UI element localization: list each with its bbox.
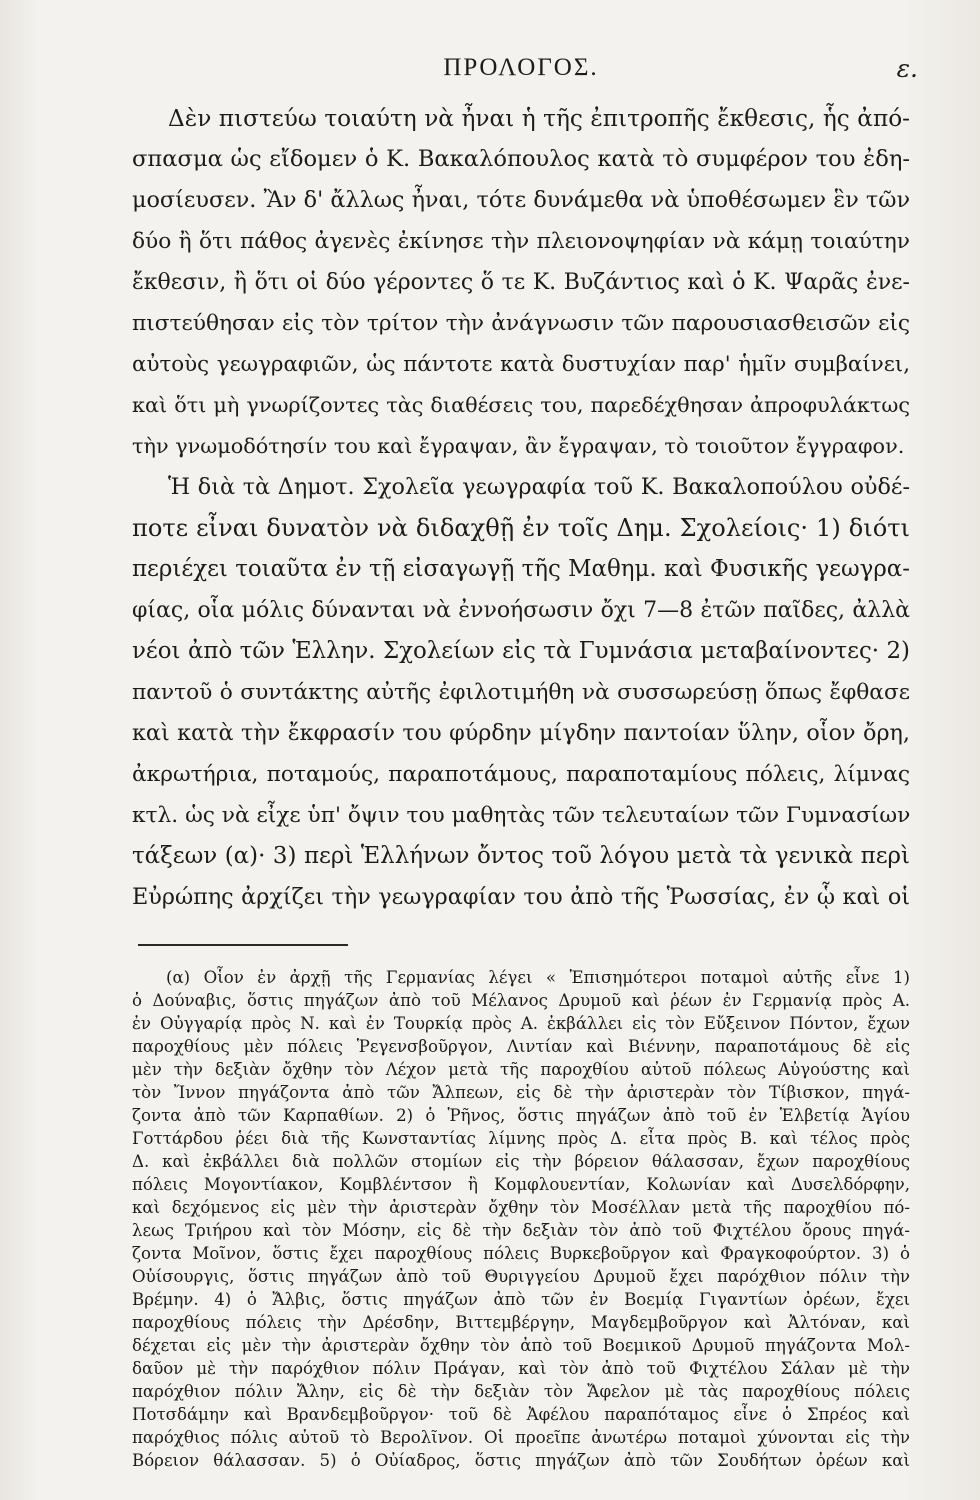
text-line: κτλ. ὡς νὰ εἶχε ὑπ' ὄψιν του μαθητὰς τῶν τελευταίων τῶν Γυμνασίων xyxy=(132,803,911,828)
footnote-line: παροχθίους μὲν πόλεις Ῥεγενσβοῦργον, Λιντίαν καὶ Βιέννην, παραποτάμους δὲ εἰς xyxy=(132,1037,910,1056)
text-line: Ἡ διὰ τὰ Δημοτ. Σχολεῖα γεωγραφία τοῦ Κ. Βακαλοπούλου οὐδέ- xyxy=(168,474,910,500)
page-header xyxy=(132,48,918,98)
text-line: δύο ἢ ὅτι πάθος ἀγενὲς ἐκίνησε τὴν πλειονοψηφίαν νὰ κάμῃ τοιαύτην xyxy=(132,229,910,254)
footnote-line: δαῦον μὲ τὴν παρόχθιον πόλιν Πράγαν, καὶ τὸν ἀπὸ τοῦ Φιχτέλου Σάλαν μὲ τὴν xyxy=(132,1359,910,1378)
text-line: ἀκρωτήρια, ποταμούς, παραποτάμους, παραποταμίους πόλεις, λίμνας xyxy=(132,762,910,787)
footnote-line: ἐν Οὐγγαρίᾳ πρὸς Ν. καὶ ἐν Τουρκίᾳ πρὸς Α. ἐκβάλλει εἰς τὸν Εὔξεινον Πόντον, ἔχων xyxy=(132,1014,910,1033)
text-line: τάξεων (α)· 3) περὶ Ἑλλήνων ὄντος τοῦ λόγου μετὰ τὰ γενικὰ περὶ xyxy=(132,843,910,869)
text-line: μοσίευσεν. Ἂν δ' ἄλλως ἦναι, τότε δυνάμεθα νὰ ὑποθέσωμεν ἓν τῶν xyxy=(132,187,910,213)
footnote-line: Οὐίσουργις, ὅστις πηγάζων ἀπὸ τοῦ Θυριγγείου Δρυμοῦ ἔχει παρόχθιον πόλιν τὴν xyxy=(132,1267,910,1286)
footnote-line: δέχεται εἰς μὲν τὴν ἀριστερὰν ὄχθην τὸν ἀπὸ τοῦ Βοεμικοῦ Δρυμοῦ πηγάζοντα Μολ- xyxy=(132,1336,910,1355)
footnote-line: μὲν τὴν δεξιὰν ὄχθην τὸν Λέχον μετὰ τῆς παροχθίου αὐτοῦ πόλεως Αὐγούστης καὶ xyxy=(132,1060,910,1079)
footnote-line: παροχθίους πόλεις τὴν Δρέσδην, Βιττεμβέργην, Μαγδεμβοῦργον καὶ Ἀλτόναν, καὶ xyxy=(132,1313,910,1332)
footnote-line: παρόχθιον πόλιν Ἄλην, εἰς δὲ τὴν δεξιὰν τὸν Ἄφελον μὲ τὰς παροχθίους πόλεις xyxy=(132,1382,910,1401)
text-line: νέοι ἀπὸ τῶν Ἑλλην. Σχολείων εἰς τὰ Γυμνάσια μεταβαίνοντες· 2) xyxy=(132,638,910,664)
text-line: φίας, οἷα μόλις δύνανται νὰ ἐννοήσωσιν ὄχι 7—8 ἐτῶν παῖδες, ἀλλὰ xyxy=(132,598,910,623)
footnote-line: παρόχθιος πόλις αὐτοῦ τὸ Βερολῖνον. Οἱ προεῖπε ἀνωτέρω ποταμοὶ χύνονται εἰς τὴν xyxy=(132,1428,910,1447)
text-line: Δὲν πιστεύω τοιαύτη νὰ ἦναι ἡ τῆς ἐπιτροπῆς ἔκθεσις, ἧς ἀπό- xyxy=(168,105,910,132)
page-number: ε. xyxy=(896,54,918,83)
footnote-line: Βρέμην. 4) ὁ Ἄλβις, ὅστις πηγάζων ἀπὸ τῶν ἐν Βοεμίᾳ Γιγαντίων ὀρέων, ἔχει xyxy=(132,1290,910,1309)
text-line: παντοῦ ὁ συντάκτης αὐτῆς ἐφιλοτιμήθη νὰ συσσωρεύσῃ ὅπως ἔφθασε xyxy=(132,680,910,705)
footnote-line: Δ. καὶ ἐκβάλλει διὰ πολλῶν στομίων εἰς τὴν βόρειον θάλασσαν, ἔχων παροχθίους xyxy=(132,1152,910,1171)
text-line: σπασμα ὡς εἴδομεν ὁ Κ. Βακαλόπουλος κατὰ τὸ συμφέρον του ἐδη- xyxy=(132,146,910,172)
text-line: καὶ κατὰ τὴν ἔκφρασίν του φύρδην μίγδην παντοίαν ὕλην, οἷον ὄρη, xyxy=(132,720,910,746)
text-line: Εὐρώπης ἀρχίζει τὴν γεωγραφίαν του ἀπὸ τῆς Ῥωσσίας, ἐν ᾧ καὶ οἱ xyxy=(132,884,910,910)
footnotes xyxy=(132,966,910,1472)
footnote-line: Γοττάρδου ῥέει διὰ τῆς Κωνσταντίας λίμνης πρὸς Δ. εἶτα πρὸς Β. καὶ τέλος πρὸς xyxy=(132,1129,910,1148)
text-line: περιέχει τοιαῦτα ἐν τῇ εἰσαγωγῇ τῆς Μαθημ. καὶ Φυσικῆς γεωγρα- xyxy=(132,556,910,582)
footnote-line: καὶ δεχόμενος εἰς μὲν τὴν ἀριστερὰν ὄχθην τὸν Μοσέλλαν μετὰ τῆς παροχθίου πό- xyxy=(132,1198,910,1217)
footnote-line: τὸν Ἴννον πηγάζοντα ἀπὸ τῶν Ἄλπεων, εἰς δὲ τὴν ἀριστερὰν τὸν Τίβισκον, πηγά- xyxy=(132,1083,910,1102)
text-line: ποτε εἶναι δυνατὸν νὰ διδαχθῇ ἐν τοῖς Δημ. Σχολείοις· 1) διότι xyxy=(132,514,910,542)
footnote-line: ζοντα Μοῖνον, ὅστις ἔχει παροχθίους πόλεις Βυρκεβοῦργον καὶ Φραγκοφούρτον. 3) ὁ xyxy=(132,1244,910,1263)
footnote-line: (α) Οἷον ἐν ἀρχῇ τῆς Γερμανίας λέγει « Ἐπισημότεροι ποταμοὶ αὐτῆς εἶνε 1) xyxy=(166,968,910,987)
footnote-line: πόλεις Μογοντίακον, Κομβλέντσον ἢ Κομφλουεντίαν, Κολωνίαν καὶ Δυσελδόρφην, xyxy=(132,1175,910,1194)
footnote-line: Βόρειον θάλασσαν. 5) ὁ Οὐίαδρος, ὅστις πηγάζων ἀπὸ τῶν Σουδήτων ὀρέων καὶ xyxy=(132,1451,910,1470)
footnote-separator xyxy=(138,944,348,946)
footnote-line: λεως Τριήρου καὶ τὸν Μόσην, εἰς δὲ τὴν δεξιὰν τὸν ἀπὸ τοῦ Φιχτέλου ὄρους πηγά- xyxy=(132,1221,910,1240)
text-line: πιστεύθησαν εἰς τὸν τρίτον τὴν ἀνάγνωσιν τῶν παρουσιασθεισῶν εἰς xyxy=(132,311,910,336)
footnote-line: Ποτσδάμην καὶ Βρανδεμβοῦργον· τοῦ δὲ Ἀφέλου παραπόταμος εἶνε ὁ Σπρέος καὶ xyxy=(132,1405,910,1424)
text-line: καὶ ὅτι μὴ γνωρίζοντες τὰς διαθέσεις του, παρεδέχθησαν ἀπροφυλάκτως xyxy=(132,393,910,417)
footnote-line: ὁ Δούναβις, ὅστις πηγάζων ἀπὸ τοῦ Μέλανος Δρυμοῦ καὶ ῥέων ἐν Γερμανίᾳ πρὸς Α. xyxy=(132,991,910,1010)
footnote-line: ζοντα ἀπὸ τῶν Καρπαθίων. 2) ὁ Ῥῆνος, ὅστις πηγάζων ἀπὸ τοῦ ἐν Ἑλβετίᾳ Ἁγίου xyxy=(132,1106,910,1125)
text-line: ἔκθεσιν, ἢ ὅτι οἱ δύο γέροντες ὅ τε Κ. Βυζάντιος καὶ ὁ Κ. Ψαρᾶς ἐνε- xyxy=(132,270,910,295)
text-line: τὴν γνωμοδότησίν του καὶ ἔγραψαν, ἂν ἔγραψαν, τὸ τοιοῦτον ἔγγραφον. xyxy=(132,434,905,458)
running-title: ΠΡΟΛΟΓΟΣ. xyxy=(443,54,599,81)
text-line: αὐτοὺς γεωγραφιῶν, ὡς πάντοτε κατὰ δυστυχίαν παρ' ἡμῖν συμβαίνει, xyxy=(132,352,910,377)
main-text xyxy=(132,98,910,918)
